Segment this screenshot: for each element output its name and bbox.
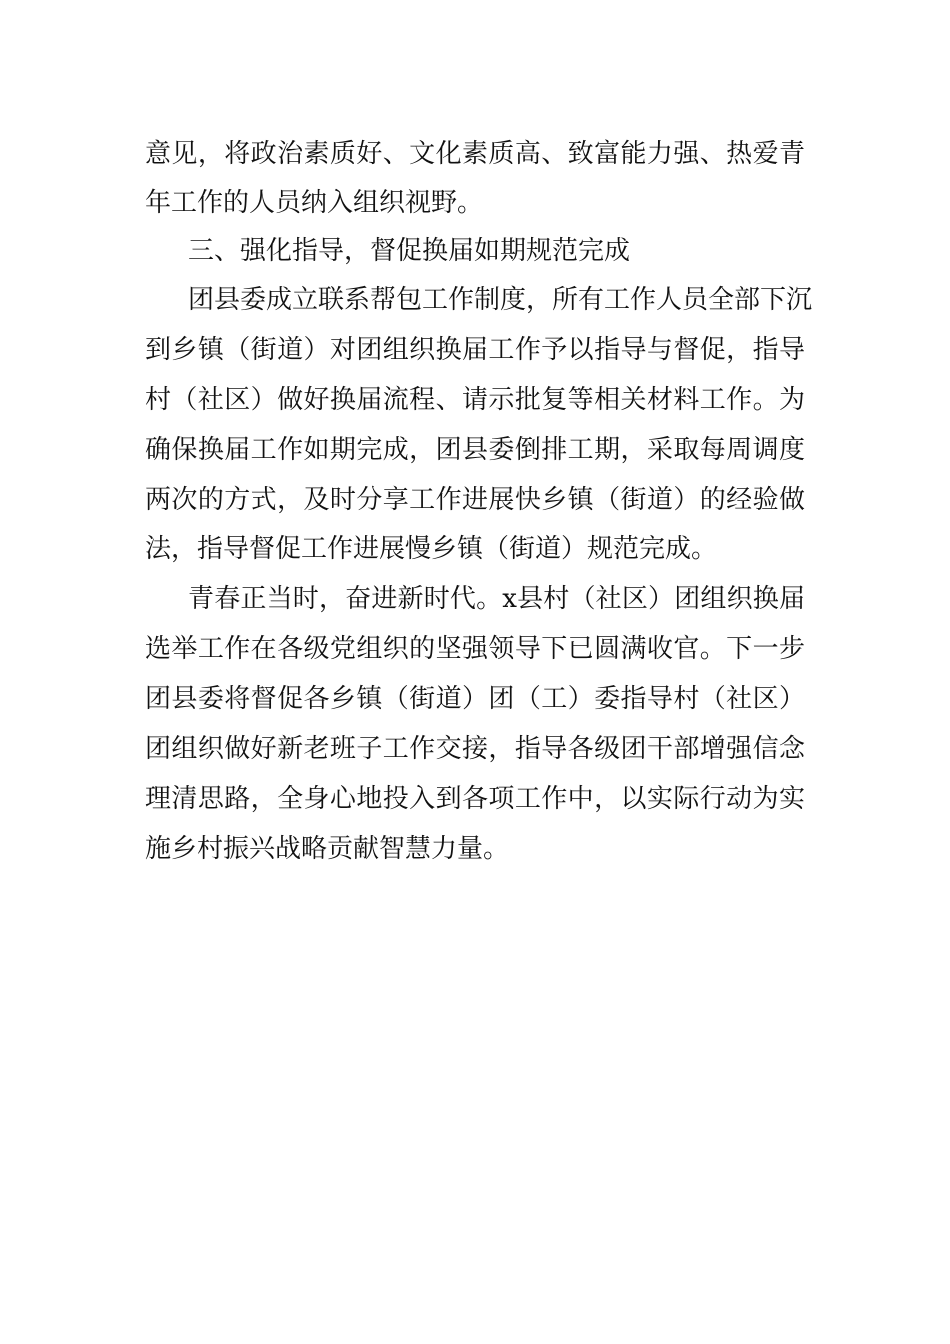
paragraph-line: 两次的方式，及时分享工作进展快乡镇（街道）的经验做 xyxy=(145,485,805,515)
paragraph-line: 团县委将督促各乡镇（街道）团（工）委指导村（社区） xyxy=(145,684,805,714)
paragraph-line: 选举工作在各级党组织的坚强领导下已圆满收官。下一步 xyxy=(145,634,805,664)
paragraph-line: 年工作的人员纳入组织视野。 xyxy=(145,188,484,218)
paragraph-line: 施乡村振兴战略贡献智慧力量。 xyxy=(145,834,510,864)
paragraph-line: 到乡镇（街道）对团组织换届工作予以指导与督促，指导 xyxy=(145,335,805,365)
paragraph-line: 村（社区）做好换届流程、请示批复等相关材料工作。为 xyxy=(145,385,805,415)
paragraph-line: 法，指导督促工作进展慢乡镇（街道）规范完成。 xyxy=(145,534,718,564)
paragraph-line: 青春正当时，奋进新时代。x县村（社区）团组织换届 xyxy=(188,584,805,614)
paragraph-line: 意见，将政治素质好、文化素质高、致富能力强、热爱青 xyxy=(145,139,805,169)
paragraph-line: 确保换届工作如期完成，团县委倒排工期，采取每周调度 xyxy=(145,435,805,465)
paragraph-line: 团组织做好新老班子工作交接，指导各级团干部增强信念 xyxy=(145,734,805,764)
section-heading: 三、强化指导，督促换届如期规范完成 xyxy=(188,236,631,266)
paragraph-line: 理清思路，全身心地投入到各项工作中，以实际行动为实 xyxy=(145,784,805,814)
paragraph-line: 团县委成立联系帮包工作制度，所有工作人员全部下沉 xyxy=(188,285,813,315)
